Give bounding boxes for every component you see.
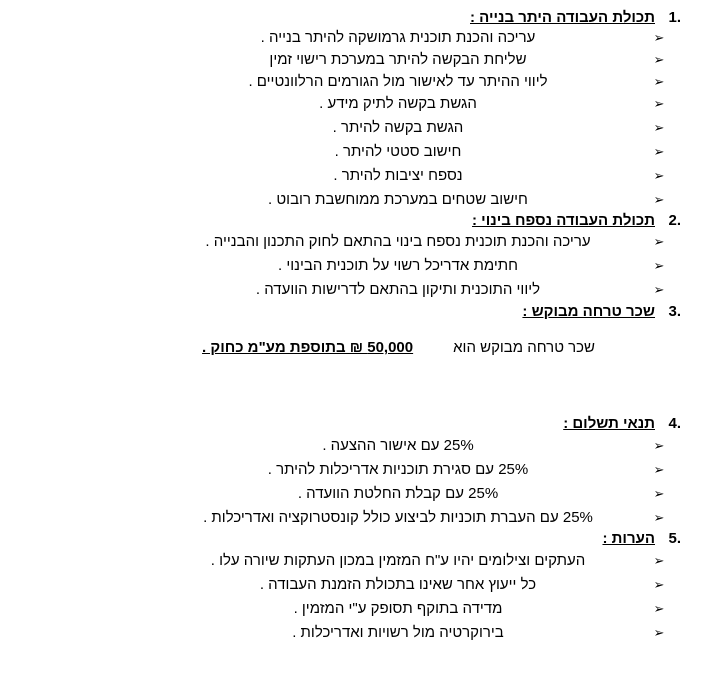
document-page	[0, 8, 701, 688]
list-item: ➢ הגשת בקשה לתיק מידע .	[118, 94, 678, 114]
list-item: ➢ ליווי התוכנית ותיקון בהתאם לדרישות הוועדה .	[118, 280, 678, 300]
arrow-bullet-icon: ➢	[653, 486, 665, 501]
list-item: ➢ כל ייעוץ אחר שאינו בתכולת הזמנת העבודה .	[118, 575, 678, 595]
fee-amount: 50,000 ₪ בתוספת מע"מ כחוק .	[202, 339, 414, 356]
arrow-bullet-icon: ➢	[653, 234, 665, 249]
list-item: ➢ עריכה והכנת תוכנית גרמושקה להיתר בנייה .	[118, 28, 678, 48]
section-heading-4	[563, 414, 681, 434]
section-heading-1	[470, 8, 681, 28]
arrow-bullet-icon: ➢	[653, 144, 665, 159]
section-title: תנאי תשלום :	[563, 415, 655, 432]
list-item: ➢ חישוב סטטי להיתר .	[118, 142, 678, 162]
list-item: ➢ חישוב שטחים במערכת ממוחשבת רובוט .	[118, 190, 678, 210]
arrow-bullet-icon: ➢	[653, 282, 665, 297]
list-item: ➢ מדידה בתוקף תסופק ע"י המזמין .	[118, 599, 678, 619]
arrow-bullet-icon: ➢	[653, 258, 665, 273]
list-item: ➢ נספח יציבות להיתר .	[118, 166, 678, 186]
section-title: תכולת העבודה נספח בינוי :	[472, 212, 655, 229]
arrow-bullet-icon: ➢	[653, 52, 665, 67]
list-item: ➢ 25% עם קבלת החלטת הוועדה .	[118, 484, 678, 504]
fee-line	[202, 338, 595, 358]
arrow-bullet-icon: ➢	[653, 577, 665, 592]
arrow-bullet-icon: ➢	[653, 601, 665, 616]
section-number: .3	[668, 303, 681, 320]
section-title: תכולת העבודה היתר בנייה :	[470, 9, 655, 26]
section-number: .5	[668, 530, 681, 547]
arrow-bullet-icon: ➢	[653, 96, 665, 111]
arrow-bullet-icon: ➢	[653, 625, 665, 640]
section-title: הערות :	[602, 530, 655, 547]
list-item: ➢ 25% עם אישור ההצעה .	[118, 436, 678, 456]
arrow-bullet-icon: ➢	[653, 553, 665, 568]
list-item: ➢ הגשת בקשה להיתר .	[118, 118, 678, 138]
arrow-bullet-icon: ➢	[653, 192, 665, 207]
list-item: ➢ בירוקרטיה מול רשויות ואדריכלות .	[118, 623, 678, 643]
arrow-bullet-icon: ➢	[653, 168, 665, 183]
arrow-bullet-icon: ➢	[653, 30, 665, 45]
fee-label: שכר טרחה מבוקש הוא	[453, 339, 595, 356]
section-heading-3	[522, 302, 681, 322]
section-heading-2	[472, 211, 681, 231]
list-item: ➢ 25% עם העברת תוכניות לביצוע כולל קונסטרוקציה ואדריכלות .	[118, 508, 678, 528]
section-number: .4	[668, 415, 681, 432]
arrow-bullet-icon: ➢	[653, 74, 665, 89]
section-title: שכר טרחה מבוקש :	[522, 303, 655, 320]
section-number: .2	[668, 212, 681, 229]
list-item: ➢ שליחת הבקשה להיתר במערכת רישוי זמין	[118, 50, 678, 70]
arrow-bullet-icon: ➢	[653, 510, 665, 525]
arrow-bullet-icon: ➢	[653, 438, 665, 453]
section-number: .1	[668, 9, 681, 26]
list-item: ➢ חתימת אדריכל רשוי על תוכנית הבינוי .	[118, 256, 678, 276]
arrow-bullet-icon: ➢	[653, 462, 665, 477]
list-item: ➢ עריכה והכנת תוכנית נספח בינוי בהתאם לחוק התכנון והבנייה .	[118, 232, 678, 252]
arrow-bullet-icon: ➢	[653, 120, 665, 135]
list-item: ➢ העתקים וצילומים יהיו ע"ח המזמין במכון העתקות שיורה עלו .	[118, 551, 678, 571]
section-heading-5	[602, 529, 681, 549]
list-item: ➢ 25% עם סגירת תוכניות אדריכלות להיתר .	[118, 460, 678, 480]
list-item: ➢ ליווי ההיתר עד לאישור מול הגורמים הרלוונטיים .	[118, 72, 678, 92]
